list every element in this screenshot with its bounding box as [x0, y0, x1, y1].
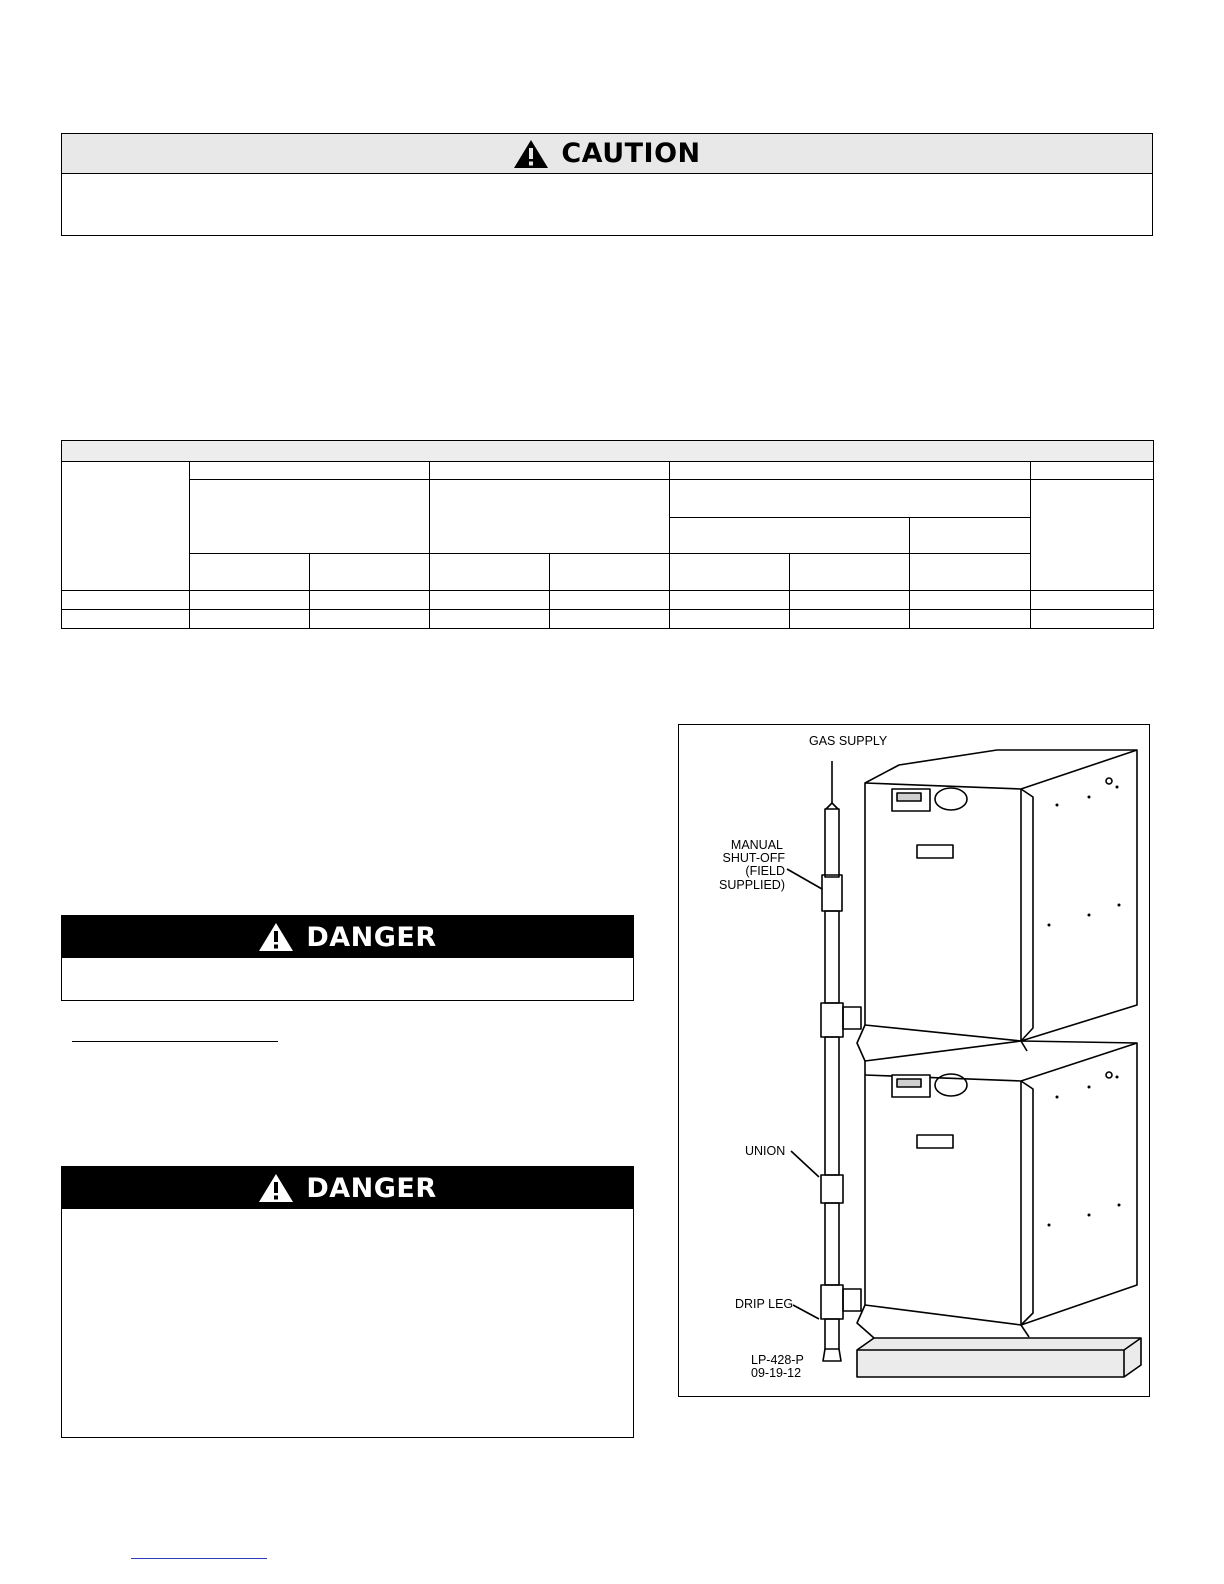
gas-supply-label: GAS SUPPLY [809, 734, 888, 748]
table-header-cell [62, 462, 190, 591]
table-header-cell [310, 554, 430, 591]
table-header-cell [670, 462, 1031, 480]
table-row [62, 591, 1154, 610]
table-title-row [62, 441, 1154, 462]
table-header-cell [430, 480, 670, 554]
drip-leg-label: DRIP LEG [735, 1297, 794, 1311]
caution-title: CAUTION [561, 138, 701, 169]
table-header-cell [670, 554, 790, 591]
gas-piping-figure [678, 724, 1150, 1397]
caution-header [62, 134, 1152, 174]
table-header-cell [1031, 480, 1154, 591]
union-label: UNION [745, 1144, 786, 1158]
specifications-table [61, 440, 1153, 629]
table-header-cell [190, 480, 430, 554]
table-header-cell [550, 554, 670, 591]
warning-triangle-icon [513, 139, 549, 169]
subheading-underline [72, 1041, 278, 1042]
field-supplied-label: (FIELD SUPPLIED) [719, 864, 785, 892]
warning-triangle-icon [258, 922, 294, 952]
table-header-cell [430, 462, 670, 480]
table-header-cell [910, 518, 1031, 554]
figure-date-label: 09-19-12 [751, 1366, 802, 1380]
table-header-cell [190, 462, 430, 480]
table-header-cell [1031, 462, 1154, 480]
table-header-cell [190, 554, 310, 591]
shut-off-label: SHUT-OFF [722, 851, 785, 865]
warning-triangle-icon [258, 1173, 294, 1203]
caution-box [61, 133, 1153, 236]
table-header-cell [670, 518, 910, 554]
danger-title: DANGER [306, 1172, 437, 1204]
table-header-cell [910, 554, 1031, 591]
manual-label: MANUAL [730, 838, 783, 852]
table-header-cell [670, 480, 1031, 518]
danger-title: DANGER [306, 921, 437, 953]
danger-box-2 [61, 1166, 634, 1438]
figure-code-label: LP-428-P [751, 1353, 804, 1367]
danger-header [62, 916, 633, 958]
table-row [62, 610, 1154, 629]
stacked-boiler-illustration [679, 725, 1149, 1396]
table-header-cell [430, 554, 550, 591]
table-header-cell [790, 554, 910, 591]
danger-box-1 [61, 915, 634, 1001]
footer-link-underline [131, 1558, 267, 1559]
danger-header [62, 1167, 633, 1209]
